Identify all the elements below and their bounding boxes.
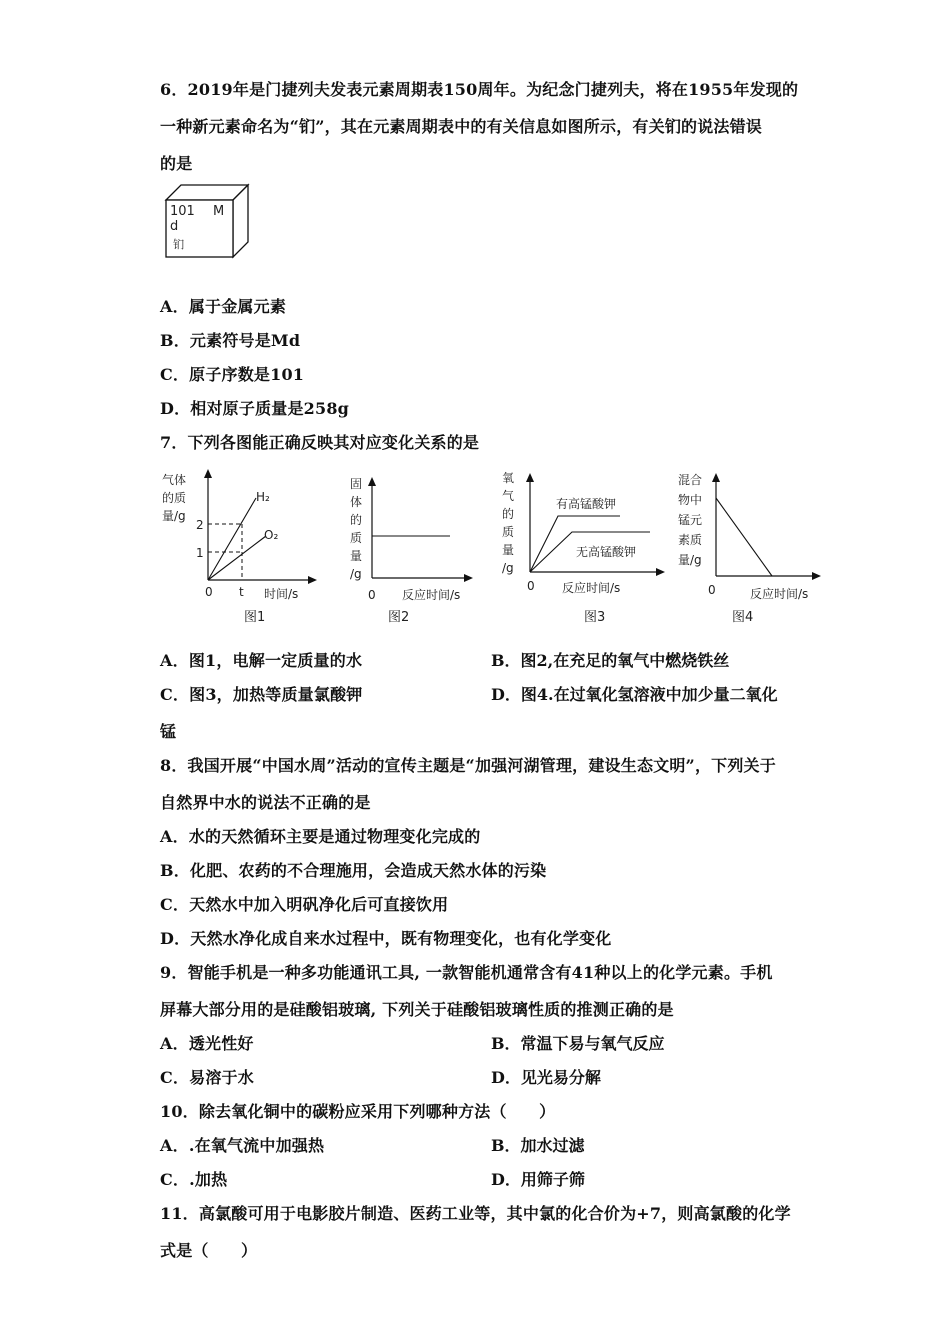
q8-option-b: B．化肥、农药的不合理施用，会造成天然水体的污染 (160, 861, 547, 880)
q7-stem: 7．下列各图能正确反映其对应变化关系的是 (160, 433, 480, 452)
fig1-xlabel: 时间/s (264, 587, 299, 601)
fig1-h2-line (208, 498, 256, 580)
element-cell-figure (163, 182, 253, 262)
fig1-tick-1: 1 (196, 546, 204, 560)
fig4-x-arrow (812, 572, 821, 580)
q6-option-a: A．属于金属元素 (160, 297, 287, 316)
fig3-ylabel-5: 量 (502, 543, 515, 557)
fig4-y-arrow (712, 473, 720, 482)
fig1-y-arrow (204, 469, 212, 478)
element-name: 钔 (173, 238, 184, 251)
q10-option-c: C．.加热 (160, 1170, 228, 1189)
fig1-o2-label: O₂ (264, 528, 279, 542)
fig3-xlabel: 反应时间/s (562, 581, 621, 595)
fig3-ylabel-2: 气 (502, 489, 515, 503)
fig2-ylabel-6: /g (350, 567, 362, 581)
q8-option-d: D．天然水净化成自来水过程中，既有物理变化，也有化学变化 (160, 929, 612, 948)
q8-option-c: C．天然水中加入明矾净化后可直接饮用 (160, 895, 449, 914)
fig2-x-arrow (464, 574, 473, 582)
q11-stem-line1: 11．高氯酸可用于电影胶片制造、医药工业等，其中氯的化合价为+7，则高氯酸的化学 (160, 1204, 791, 1223)
q9-option-d: D．见光易分解 (491, 1068, 601, 1087)
element-symbol-part1: M (213, 204, 225, 219)
fig3-with-label: 有高锰酸钾 (556, 497, 617, 511)
q6-option-b: B．元素符号是Md (160, 331, 301, 350)
fig3-with-catalyst-line (530, 516, 620, 572)
q11-stem-line2: 式是（ ） (160, 1241, 258, 1260)
fig3-ylabel-3: 的 (502, 507, 515, 521)
q8-stem-line1: 8．我国开展“中国水周”活动的宣传主题是“加强河湖管理，建设生态文明”，下列关于 (160, 756, 776, 775)
fig1-o2-line (208, 536, 266, 580)
fig2-y-arrow (368, 477, 376, 486)
q9-option-b: B．常温下易与氧气反应 (491, 1034, 665, 1053)
figure-2 (340, 468, 480, 630)
fig2-origin: 0 (368, 588, 376, 602)
q6-stem-line2: 一种新元素命名为“钔”，其在元素周期表中的有关信息如图所示，有关钔的说法错误 (160, 117, 763, 136)
figure-4 (676, 468, 826, 630)
fig1-tick-t: t (239, 585, 244, 599)
fig4-ylabel-3: 锰元 (678, 513, 703, 527)
fig1-caption: 图1 (244, 610, 266, 625)
q7-option-d: D．图4.在过氧化氢溶液中加少量二氧化 (491, 685, 778, 704)
figure-3 (500, 468, 675, 630)
fig1-ylabel-2: 的质 (162, 491, 187, 505)
fig2-caption: 图2 (388, 610, 410, 625)
fig2-ylabel-4: 质 (350, 531, 363, 545)
fig1-ylabel-3: 量/g (162, 509, 186, 523)
q9-option-a: A．透光性好 (160, 1034, 254, 1053)
q9-option-c: C．易溶于水 (160, 1068, 254, 1087)
q7-option-b: B．图2,在充足的氧气中燃烧铁丝 (491, 651, 730, 670)
q9-stem-line1: 9．智能手机是一种多功能通讯工具, 一款智能机通常含有41种以上的化学元素。手机 (160, 963, 773, 982)
fig4-caption: 图4 (732, 610, 754, 625)
fig3-x-arrow (656, 568, 665, 576)
fig1-x-arrow (308, 576, 317, 584)
q10-option-d: D．用筛子筛 (491, 1170, 585, 1189)
fig1-tick-2: 2 (196, 518, 204, 532)
fig4-xlabel: 反应时间/s (750, 587, 809, 601)
fig3-ylabel-6: /g (502, 561, 514, 575)
q7-option-c: C．图3，加热等质量氯酸钾 (160, 685, 363, 704)
fig2-ylabel-5: 量 (350, 549, 363, 563)
q10-option-a: A．.在氧气流中加强热 (160, 1136, 325, 1155)
figure-1 (160, 468, 320, 630)
element-symbol-part2: d (170, 219, 179, 234)
fig4-ylabel-2: 物中 (678, 493, 703, 507)
q6-stem-line3: 的是 (160, 154, 193, 173)
fig4-origin: 0 (708, 583, 716, 597)
fig4-ylabel-4: 素质 (678, 533, 703, 547)
element-atomic-number: 101 (170, 204, 195, 219)
q6-option-c: C．原子序数是101 (160, 365, 305, 384)
fig2-ylabel-3: 的 (350, 513, 363, 527)
fig3-without-label: 无高锰酸钾 (576, 545, 637, 559)
fig1-ylabel-1: 气体 (162, 473, 187, 487)
fig2-ylabel-1: 固 (350, 477, 363, 491)
fig2-xlabel: 反应时间/s (402, 588, 461, 602)
q6-option-d: D．相对原子质量是258g (160, 399, 350, 418)
fig4-decreasing-line (716, 498, 772, 576)
fig4-ylabel-5: 量/g (678, 553, 702, 567)
fig3-origin: 0 (527, 579, 535, 593)
q8-stem-line2: 自然界中水的说法不正确的是 (160, 793, 371, 812)
q10-option-b: B．加水过滤 (491, 1136, 585, 1155)
q9-stem-line2: 屏幕大部分用的是硅酸铝玻璃, 下列关于硅酸铝玻璃性质的推测正确的是 (160, 1000, 674, 1019)
fig2-ylabel-2: 体 (350, 495, 363, 509)
fig4-ylabel-1: 混合 (678, 473, 703, 487)
fig3-caption: 图3 (584, 610, 606, 625)
fig3-ylabel-1: 氧 (502, 471, 515, 485)
q8-option-a: A．水的天然循环主要是通过物理变化完成的 (160, 827, 481, 846)
fig3-ylabel-4: 质 (502, 525, 515, 539)
q7-option-a: A．图1，电解一定质量的水 (160, 651, 363, 670)
q6-stem-line1: 6．2019年是门捷列夫发表元素周期表150周年。为纪念门捷列夫，将在1955年发现的 (160, 80, 799, 99)
fig3-y-arrow (526, 473, 534, 482)
fig1-origin: 0 (205, 585, 213, 599)
fig1-h2-label: H₂ (256, 490, 270, 504)
q7-option-d-continued: 锰 (160, 722, 177, 741)
q10-stem: 10．除去氧化铜中的碳粉应采用下列哪种方法（ ） (160, 1102, 556, 1121)
